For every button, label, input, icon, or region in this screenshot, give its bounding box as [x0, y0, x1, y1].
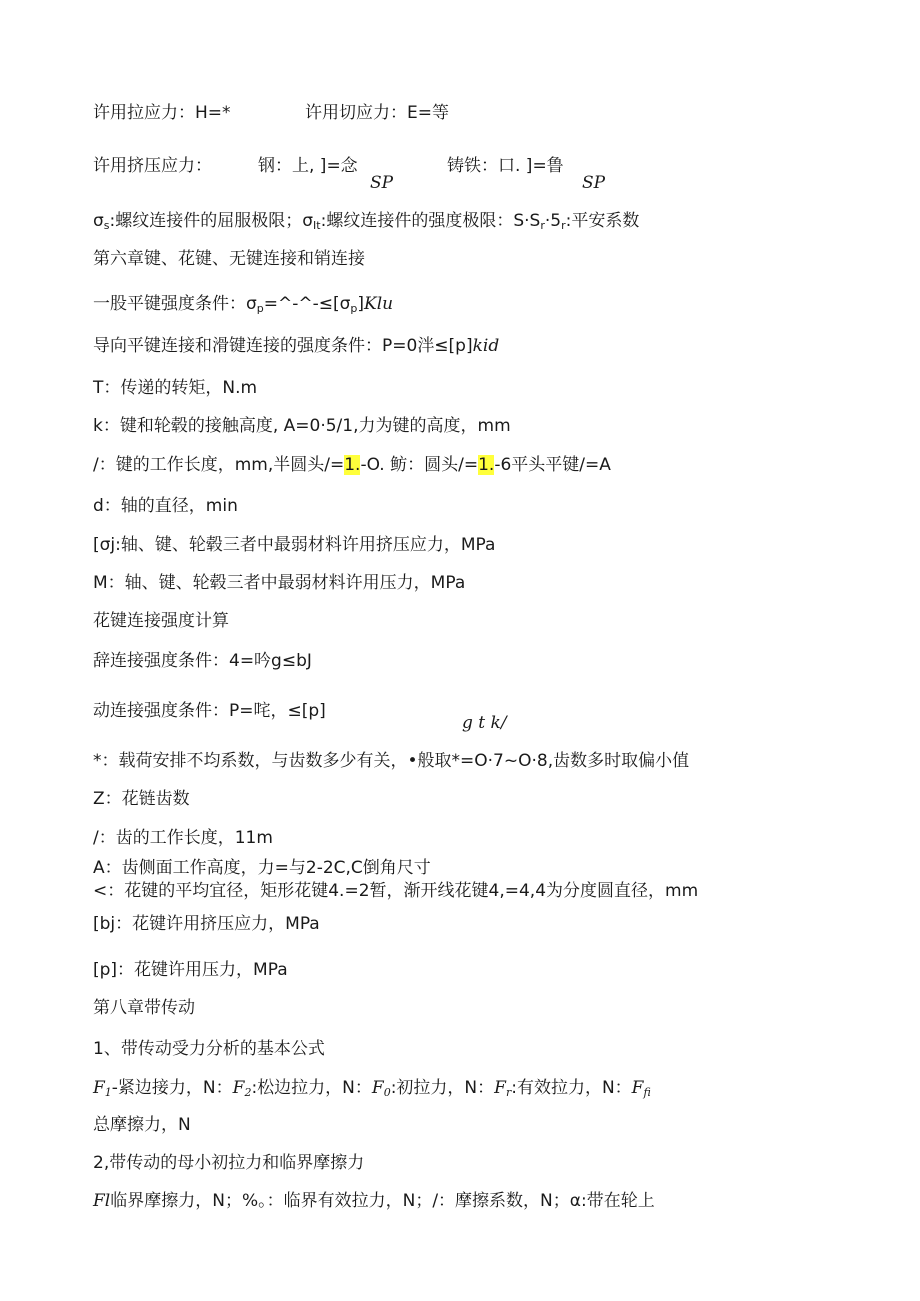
shaft-diameter-definition: d：轴的直径，min: [93, 496, 238, 516]
spline-mean-diameter: <：花键的平均宜径，矩形花键4.=2暂，渐开线花键4,=4,4为分度圆直径，mm: [93, 881, 699, 901]
allowable-bearing-stress-label: 许用挤压应力：: [93, 156, 212, 176]
spline-allowable-bearing-stress: [bj：花键许用挤压应力，MPa: [93, 914, 320, 934]
spline-teeth-count: Z：花链齿数: [93, 789, 190, 809]
belt-force-basic-formula-heading: 1、带传动受力分析的基本公式: [93, 1039, 325, 1059]
thread-limits-legend: $\sigma_s$:螺纹连接件的屈服极限；$\sigma_{It}$:螺纹连接件的强度极限：$S\cdot S_r\cdot 5_r$:平安系数: [93, 211, 640, 232]
key-working-length-definition: /：键的工作长度，mm,半圆头/=1.-O. 鲂：圆头/=1.-6平头平键/=A: [93, 455, 611, 475]
cast-iron-safety-factor: SP: [582, 173, 606, 193]
belt-force-definitions: $F_1-$紧边接力，N：$F_2$:松边拉力，N：$F_0$:初拉力，N：$F_r$:有效拉力，N：$F_{fi}$: [93, 1078, 651, 1099]
guide-key-strength-condition: 导向平键连接和滑键连接的强度条件：P=0泮≤[p]kid: [93, 336, 500, 356]
steel-safety-factor: SP: [370, 173, 394, 193]
spline-allowable-pressure: [p]：花键许用压力，MPa: [93, 960, 288, 980]
dynamic-spline-condition: 动连接强度条件：P=咤，≤[p]: [93, 701, 326, 721]
flat-key-strength-condition: 一股平键强度条件：$\sigma_p=\^{}-\^{}-\le[\sigma_p]Klu$: [93, 294, 394, 315]
allowable-tensile-stress: 许用拉应力：H=*: [93, 103, 231, 123]
spline-strength-heading: 花键连接强度计算: [93, 611, 229, 631]
total-friction-definition: 总摩擦力，N: [93, 1115, 191, 1135]
critical-friction-definitions: Fl临界摩擦力，N；%。：临界有效拉力，N；/：摩擦系数，N；α:带在轮上: [93, 1191, 655, 1211]
chapter-8-heading: 第八章带传动: [93, 998, 195, 1018]
chapter-6-heading: 第六章键、花键、无键连接和销连接: [93, 249, 365, 269]
allowable-bearing-stress-definition: [σj:轴、键、轮毂三者中最弱材料许用挤压应力，MPa: [93, 535, 496, 555]
dynamic-spline-denominator: g t k/: [462, 713, 507, 733]
cast-iron-bearing-stress: 铸铁：口. ]=鲁: [447, 156, 564, 176]
tooth-working-height: A：齿侧面工作高度，力=与2-2C,C倒角尺寸: [93, 858, 431, 878]
static-spline-condition: 辞连接强度条件：4=吟g≤bJ: [93, 651, 312, 671]
allowable-pressure-definition: M：轴、键、轮毂三者中最弱材料许用压力，MPa: [93, 573, 466, 593]
allowable-shear-stress: 许用切应力：E=等: [305, 103, 449, 123]
steel-bearing-stress: 钢：上, ]=念: [258, 156, 358, 176]
tooth-working-length: /：齿的工作长度，11m: [93, 828, 273, 848]
contact-height-definition: k：键和轮毂的接触高度, A=0·5/1,力为键的高度，mm: [93, 416, 511, 436]
torque-definition: T：传递的转矩，N.m: [93, 378, 258, 398]
min-initial-tension-heading: 2,带传动的母小初拉力和临界摩擦力: [93, 1153, 365, 1173]
load-distribution-factor: *：载荷安排不均系数，与齿数多少有关，•般取*=O·7~O·8,齿数多时取偏小值: [93, 751, 690, 771]
